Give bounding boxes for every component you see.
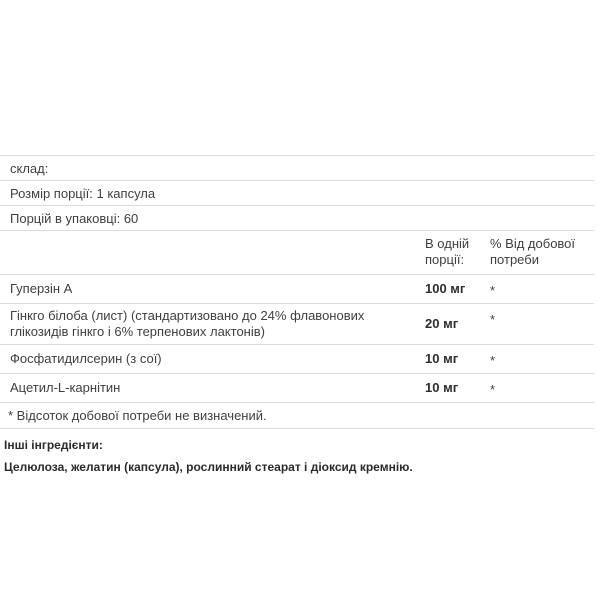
header-name-spacer	[10, 236, 425, 268]
top-whitespace	[0, 0, 600, 155]
daily-value-footnote: * Відсоток добової потреби не визначений.	[0, 402, 594, 429]
ingredient-amount: 10 мг	[425, 380, 459, 395]
serving-size-label: Розмір порції: 1 капсула	[10, 186, 156, 201]
ingredient-daily-value: *	[490, 382, 496, 397]
servings-per-container-label: Порцій в упаковці: 60	[10, 211, 139, 226]
serving-size-row	[0, 180, 594, 205]
servings-per-container-row	[0, 205, 594, 230]
table-row	[0, 373, 594, 402]
table-row	[0, 274, 594, 303]
other-ingredients-section	[0, 429, 600, 474]
composition-label: склад:	[10, 161, 49, 176]
ingredient-daily-value: *	[490, 353, 496, 368]
ingredient-amount: 20 мг	[425, 316, 459, 331]
ingredient-daily-value: *	[490, 283, 496, 298]
ingredient-name: Гуперзін А	[10, 281, 73, 296]
composition-row	[0, 155, 594, 180]
ingredient-daily-value: *	[490, 312, 496, 327]
table-row	[0, 303, 594, 344]
ingredient-amount: 10 мг	[425, 351, 459, 366]
other-ingredients-label: Інші інгредієнти:	[4, 438, 103, 452]
ingredient-amount: 100 мг	[425, 281, 466, 296]
table-header-row	[0, 230, 594, 274]
header-daily-value: % Від добової потреби	[490, 236, 576, 267]
table-row	[0, 344, 594, 373]
ingredient-name: Ацетил-L-карнітин	[10, 380, 121, 395]
supplement-facts-table	[0, 155, 594, 429]
ingredient-name: Гінкго білоба (лист) (стандартизовано до 24% флавонових глікозидів гінкго і 6% терпенових лактонів)	[10, 308, 365, 339]
ingredient-name: Фосфатидилсерин (з сої)	[10, 351, 162, 366]
header-amount: В одній порції:	[425, 236, 470, 267]
other-ingredients-text: Целюлоза, желатин (капсула), рослинний стеарат і діоксид кремнію.	[4, 460, 413, 474]
